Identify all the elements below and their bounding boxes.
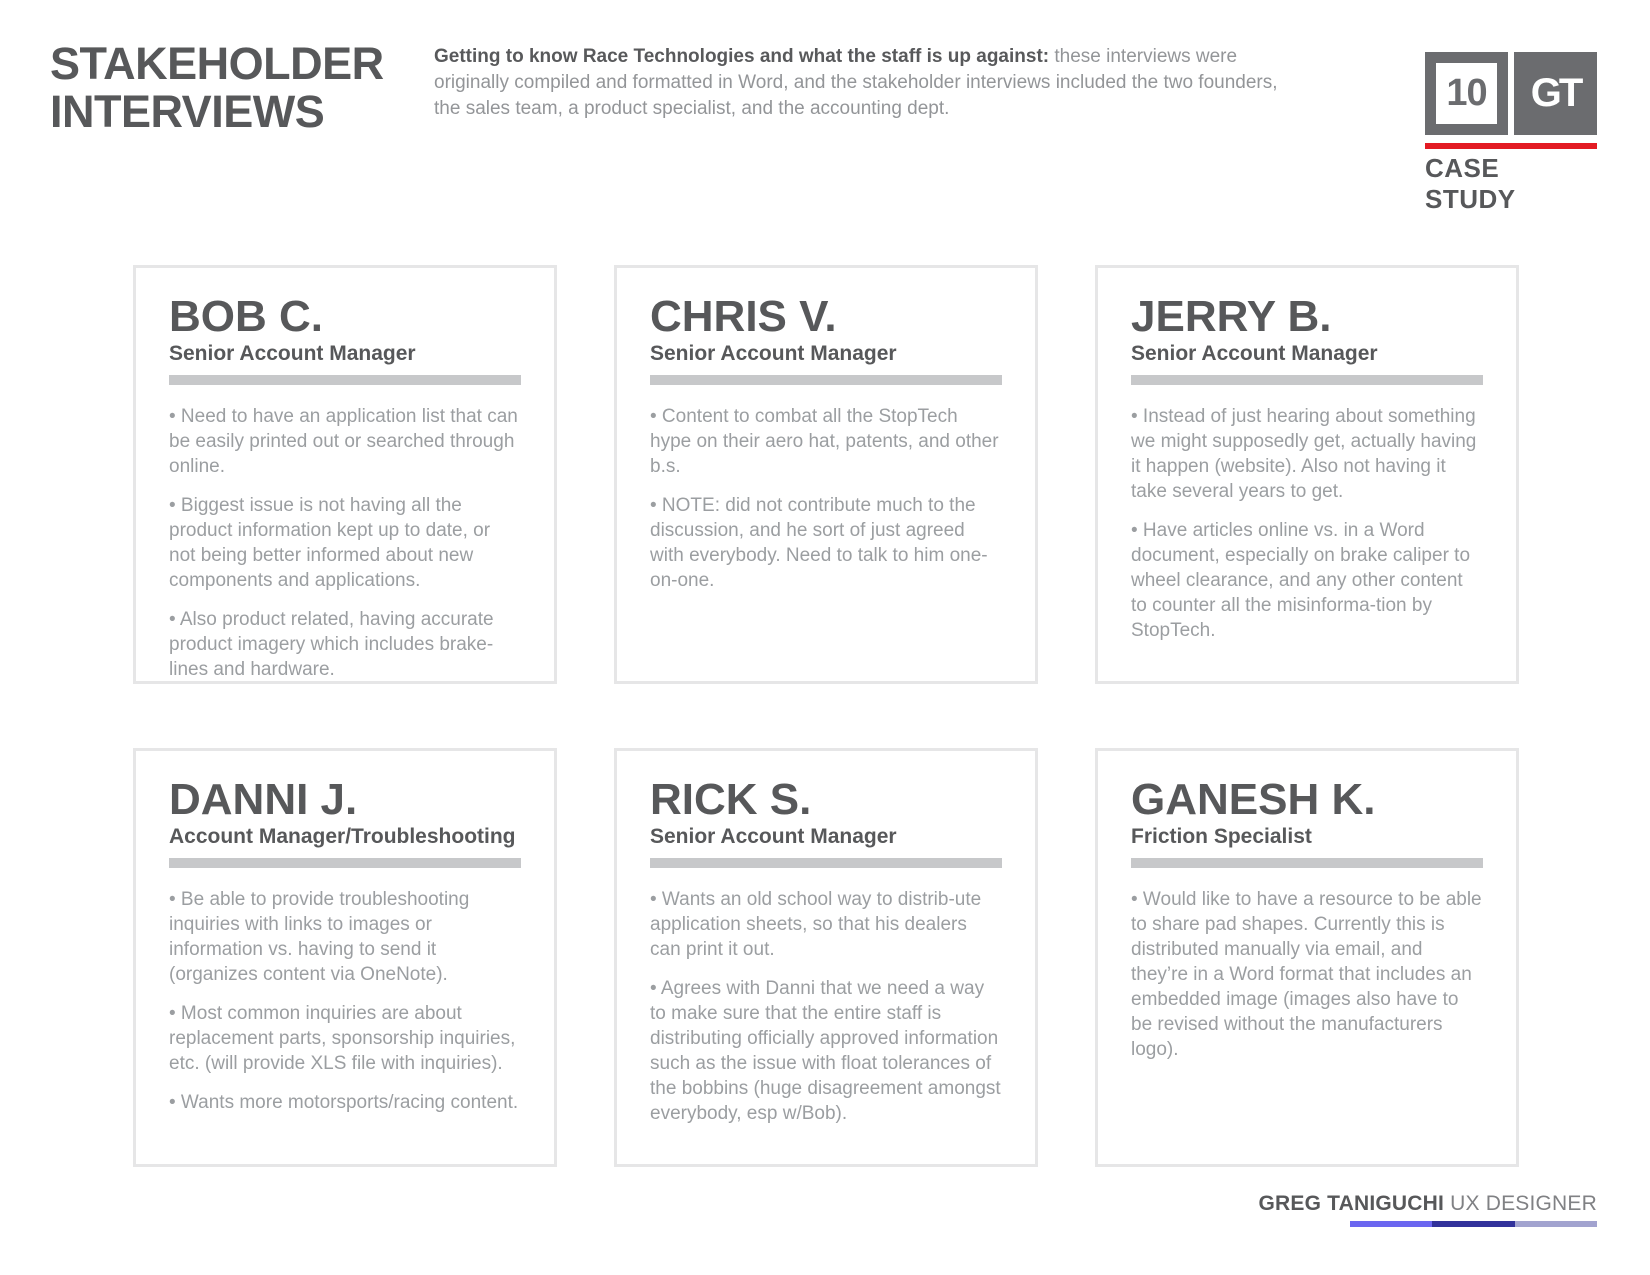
interview-note: • Need to have an application list that can be easily printed out or searched through online. [169, 405, 518, 477]
designer-name: GREG TANIGUCHI [1258, 1192, 1445, 1215]
interview-note: • Agrees with Danni that we need a way to make sure that the entire staff is distributing officially approved information such as the issue with float tolerances of the bobbins (huge disagreement amongst everybody, esp w/Bob). [650, 977, 1001, 1124]
interview-note: • Instead of just hearing about something we might supposedly get, actually having it happen (website). Also not having it take several years to get. [1131, 405, 1477, 502]
page-title: STAKEHOLDER INTERVIEWS [50, 38, 384, 137]
interview-card-danni [133, 748, 557, 1167]
interview-note: • NOTE: did not contribute much to the discussion, and he sort of just agreed with everybody. Need to talk to him one-on-one. [650, 494, 988, 591]
interview-note: • Biggest issue is not having all the product information kept up to date, or not being better informed about new components and applications. [169, 494, 491, 591]
interview-card-ganesh [1095, 748, 1519, 1167]
footer-accent-bar [1350, 1221, 1597, 1227]
interview-card-bob [133, 265, 557, 684]
interview-card-chris [614, 265, 1038, 684]
interview-note: • Content to combat all the StopTech hype on their aero hat, patents, and other b.s. [650, 405, 999, 477]
intro-text [434, 44, 1279, 122]
interview-note: • Wants more motorsports/racing content. [169, 1091, 519, 1113]
interview-cards-grid [133, 265, 1519, 1167]
interview-note: • Would like to have a resource to be able to share pad shapes. Currently this is distributed manually via email, and they’re in a Word format that includes an embedded image (images also have to be revised without the manufacturers logo). [1131, 888, 1482, 1060]
stakeholder-role: Friction Specialist [1131, 824, 1312, 848]
interview-card-rick [614, 748, 1038, 1167]
stakeholder-name: GANESH K. [1131, 775, 1376, 824]
logo-number-inner [1436, 63, 1497, 124]
stakeholder-role: Senior Account Manager [650, 824, 897, 848]
brand-logo [1425, 52, 1597, 215]
card-divider [169, 858, 521, 868]
stakeholder-role: Senior Account Manager [1131, 341, 1378, 365]
stakeholder-name: BOB C. [169, 292, 323, 341]
stakeholder-role: Senior Account Manager [650, 341, 897, 365]
card-divider [1131, 858, 1483, 868]
bar-segment [1515, 1221, 1597, 1227]
interview-note: • Most common inquiries are about replacement parts, sponsorship inquiries, etc. (will provide XLS file with inquiries). [169, 1002, 516, 1074]
interview-note: • Wants an old school way to distrib-ute application sheets, so that his dealers can print it out. [650, 888, 982, 960]
card-divider [1131, 375, 1483, 385]
logo-squares [1425, 52, 1597, 135]
stakeholder-role: Account Manager/Troubleshooting [169, 824, 516, 848]
case-study-label: CASE STUDY [1425, 153, 1516, 214]
stakeholder-name: JERRY B. [1131, 292, 1332, 341]
logo-number-badge [1425, 52, 1508, 135]
card-divider [650, 858, 1002, 868]
designer-role: UX DESIGNER [1444, 1192, 1597, 1215]
stakeholder-name: RICK S. [650, 775, 812, 824]
footer [1177, 1192, 1597, 1227]
stakeholder-role: Senior Account Manager [169, 341, 416, 365]
bar-segment [1432, 1221, 1514, 1227]
card-divider [650, 375, 1002, 385]
interview-note: • Have articles online vs. in a Word document, especially on brake caliper to wheel clearance, and any other content to counter all the misinforma-tion by StopTech. [1131, 519, 1471, 641]
stakeholder-name: DANNI J. [169, 775, 358, 824]
intro-lead: Getting to know Race Technologies and what the staff is up against: [434, 46, 1050, 67]
interview-card-jerry [1095, 265, 1519, 684]
interview-note: • Also product related, having accurate product imagery which includes brake-lines and hardware. [169, 608, 494, 680]
designer-credit [1177, 1192, 1597, 1216]
bar-segment [1350, 1221, 1432, 1227]
logo-number: 10 [1446, 72, 1487, 114]
card-divider [169, 375, 521, 385]
intro-body: these interviews were originally compiled and formatted in Word, and the stakeholder interviews included the two founders, the sales team, a product specialist, and the accounting dept. [434, 46, 1278, 119]
logo-red-divider [1425, 143, 1597, 149]
stakeholder-name: CHRIS V. [650, 292, 837, 341]
interview-note: • Be able to provide troubleshooting inquiries with links to images or information vs. having to send it (organizes content via OneNote). [169, 888, 470, 985]
logo-gt-badge [1514, 52, 1597, 135]
logo-initials: GT [1530, 71, 1581, 115]
